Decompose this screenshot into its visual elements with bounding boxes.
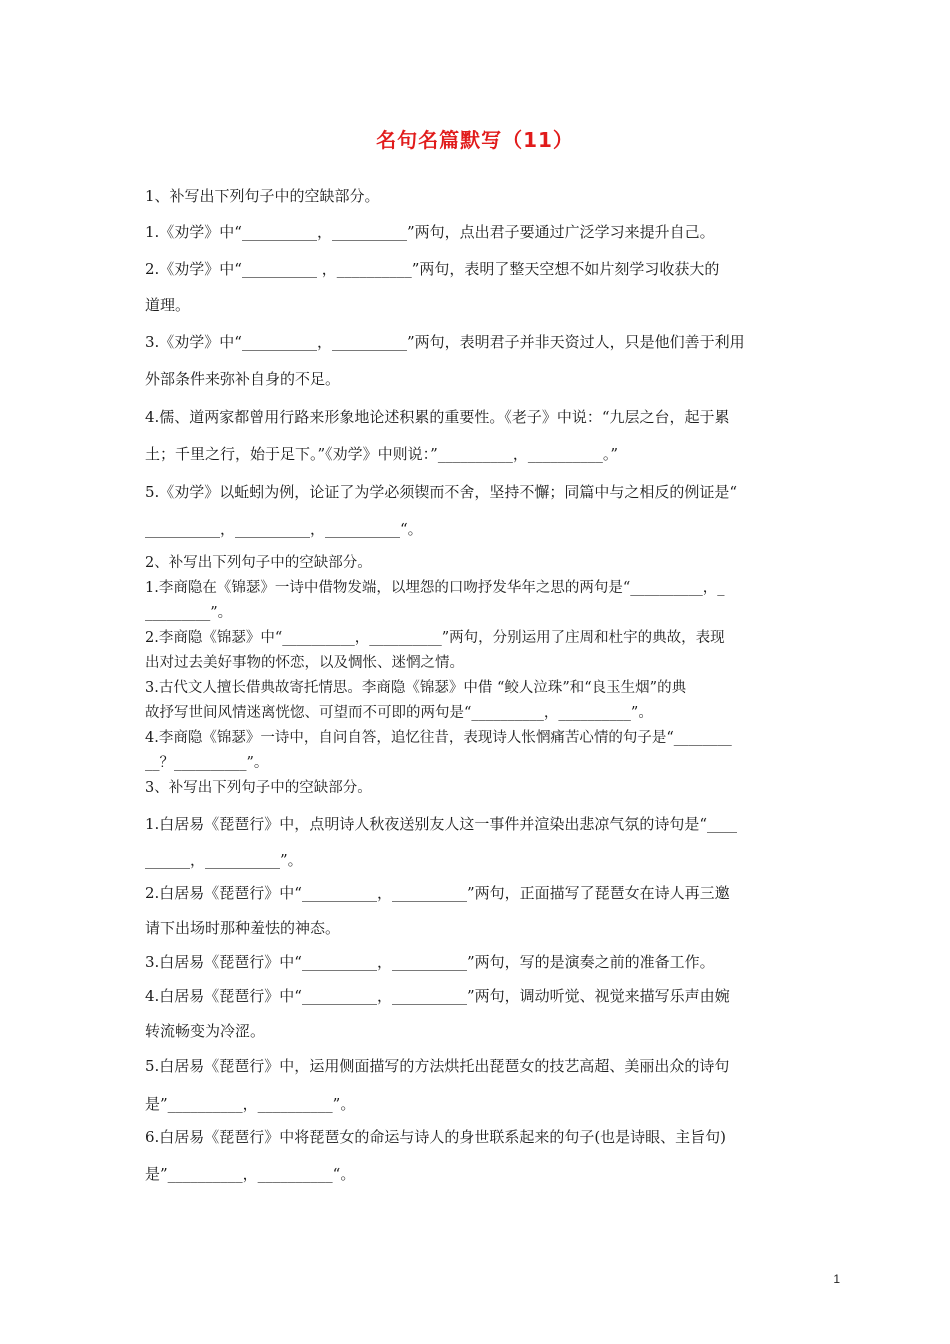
section-2-line: __？__________”。 [145, 755, 269, 771]
section-2-line: 3.古代文人擅长借典故寄托情思。李商隐《锦瑟》中借 “鲛人泣珠”和“良玉生烟”的典 [145, 680, 687, 696]
section-3-line: ______，__________”。 [145, 851, 303, 869]
section-2-line: _________”。 [145, 605, 233, 621]
section-3-line: 1.白居易《琵琶行》中，点明诗人秋夜送别友人这一事件并渲染出悲凉气氛的诗句是“____ [145, 815, 737, 833]
section-3-line: 是”__________，__________”。 [145, 1095, 356, 1113]
section-1-line: 道理。 [145, 296, 191, 314]
section-3-line: 5.白居易《琵琶行》中，运用侧面描写的方法烘托出琵琶女的技艺高超、美丽出众的诗句 [145, 1057, 730, 1075]
section-1-line: 土；千里之行，始于足下。”《劝学》中则说：”__________，__________。” [145, 445, 619, 463]
section-2-line: 故抒写世间风情迷离恍惚、可望而不可即的两句是“__________，__________”。 [145, 705, 653, 721]
section-1-line: 外部条件来弥补自身的不足。 [145, 370, 341, 388]
section-2-line: 1.李商隐在《锦瑟》一诗中借物发端，以埋怨的口吻抒发华年之思的两句是“__________，_ [145, 580, 725, 596]
section-3-line: 2.白居易《琵琶行》中“__________，__________”两句，正面描写了琵琶女在诗人再三邀 [145, 884, 730, 902]
section-3-line: 6.白居易《琵琶行》中将琵琶女的命运与诗人的身世联系起来的句子(也是诗眼、主旨句) [145, 1128, 727, 1146]
section-3-line: 3.白居易《琵琶行》中“__________，__________”两句，写的是演奏之前的准备工作。 [145, 953, 715, 971]
section-1-line: 5.《劝学》以蚯蚓为例，论证了为学必须锲而不舍，坚持不懈；同篇中与之相反的例证是“ [145, 483, 737, 501]
section-2-line: 4.李商隐《锦瑟》一诗中，自问自答，追忆往昔，表现诗人怅惘痛苦心情的句子是“________ [145, 730, 732, 746]
section-1-line: 3.《劝学》中“__________，__________”两句，表明君子并非天资过人，只是他们善于利用 [145, 333, 745, 351]
section-3-heading: 3、补写出下列句子中的空缺部分。 [145, 780, 372, 796]
section-2-heading: 2、补写出下列句子中的空缺部分。 [145, 555, 372, 571]
section-1-heading: 1、补写出下列句子中的空缺部分。 [145, 187, 380, 205]
section-2-line: 2.李商隐《锦瑟》中“__________，__________”两句，分别运用了庄周和杜宇的典故，表现 [145, 630, 725, 646]
page-number: 1 [833, 1272, 840, 1286]
section-3-line: 请下出场时那种羞怯的神态。 [145, 919, 341, 937]
section-3-line: 4.白居易《琵琶行》中“__________，__________”两句，调动听觉、视觉来描写乐声由婉 [145, 987, 730, 1005]
section-1-line: 2.《劝学》中“__________ ，__________”两句，表明了整天空想不如片刻学习收获大的 [145, 260, 720, 278]
section-1-line: 1.《劝学》中“__________，__________”两句，点出君子要通过广泛学习来提升自己。 [145, 223, 715, 241]
section-2-line: 出对过去美好事物的怀恋，以及惆怅、迷惘之情。 [145, 655, 464, 671]
page-title: 名句名篇默写（11） [376, 128, 574, 152]
section-3-line: 转流畅变为冷涩。 [145, 1022, 266, 1040]
section-3-line: 是”__________，__________“。 [145, 1165, 356, 1183]
section-1-line: 4.儒、道两家都曾用行路来形象地论述积累的重要性。《老子》中说：“九层之台，起于累 [145, 408, 730, 426]
section-1-line: __________，__________，__________“。 [145, 520, 423, 538]
